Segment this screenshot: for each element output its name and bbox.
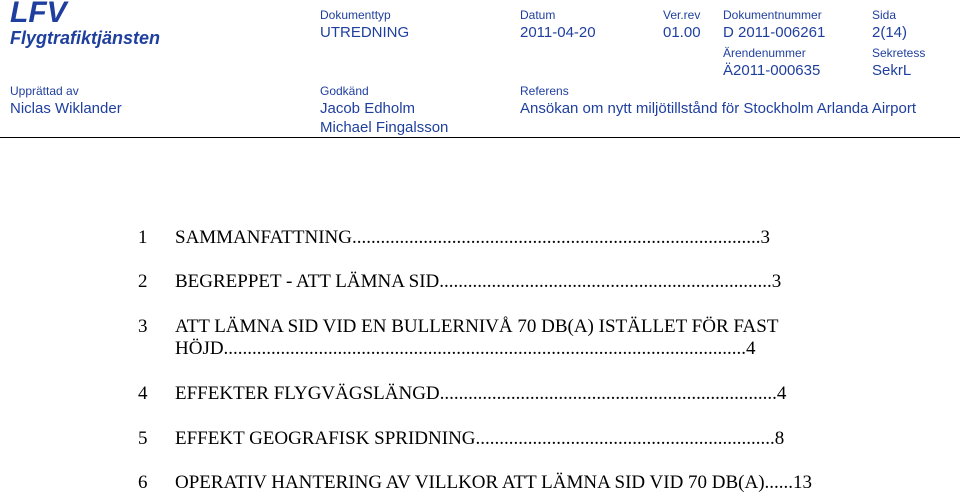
date-label: Datum xyxy=(520,8,556,22)
version-value: 01.00 xyxy=(663,24,701,41)
prepared-by-value: Niclas Wiklander xyxy=(10,100,122,117)
page-label: Sida xyxy=(872,8,897,22)
reference-label: Referens xyxy=(520,84,569,98)
approved-value-1: Jacob Edholm xyxy=(320,100,416,117)
toc-entry-number: 5 xyxy=(138,428,148,449)
toc-entry-title: SAMMANFATTNING......................................................................................3 xyxy=(175,227,770,248)
prepared-by-label: Upprättad av xyxy=(10,84,79,98)
org-logo: LFV xyxy=(10,0,67,29)
doc-number-value: D 2011-006261 xyxy=(723,24,826,41)
toc-entry-title: ATT LÄMNA SID VID EN BULLERNIVÅ 70 DB(A) ISTÄLLET FÖR FAST xyxy=(175,316,779,337)
page-value: 2(14) xyxy=(872,24,908,41)
case-number-label: Ärendenummer xyxy=(723,46,806,60)
secrecy-value: SekrL xyxy=(872,62,912,79)
secrecy-label: Sekretess xyxy=(872,46,926,60)
doc-number-label: Dokumentnummer xyxy=(723,8,822,22)
toc-entry-number: 3 xyxy=(138,316,148,337)
toc-entry-title: EFFEKT GEOGRAFISK SPRIDNING...............................................................8 xyxy=(175,428,785,449)
doc-type-label: Dokumenttyp xyxy=(320,8,391,22)
case-number-value: Ä2011-000635 xyxy=(723,62,821,79)
reference-value: Ansökan om nytt miljötillstånd för Stockholm Arlanda Airport xyxy=(520,100,917,117)
doc-type-value: UTREDNING xyxy=(320,24,410,41)
toc-entry-number: 4 xyxy=(138,383,148,404)
toc-entry-title: BEGREPPET - ATT LÄMNA SID......................................................................3 xyxy=(175,271,782,292)
org-name: Flygtrafiktjänsten xyxy=(10,28,161,48)
toc-entry-title: EFFEKTER FLYGVÄGSLÄNGD.......................................................................4 xyxy=(175,383,787,404)
date-value: 2011-04-20 xyxy=(520,24,596,41)
approved-value-2: Michael Fingalsson xyxy=(320,119,449,136)
toc-entry-title: OPERATIV HANTERING AV VILLKOR ATT LÄMNA SID VID 70 DB(A)......13 xyxy=(175,472,813,493)
version-label: Ver.rev xyxy=(663,8,701,22)
toc-entry-number: 1 xyxy=(138,227,148,248)
header-divider xyxy=(0,137,960,138)
toc-entry-number: 6 xyxy=(138,472,148,493)
toc-entry-number: 2 xyxy=(138,271,148,292)
toc-entry-title-continued: HÖJD..............................................................................................................4 xyxy=(175,338,756,359)
approved-label: Godkänd xyxy=(320,84,369,98)
